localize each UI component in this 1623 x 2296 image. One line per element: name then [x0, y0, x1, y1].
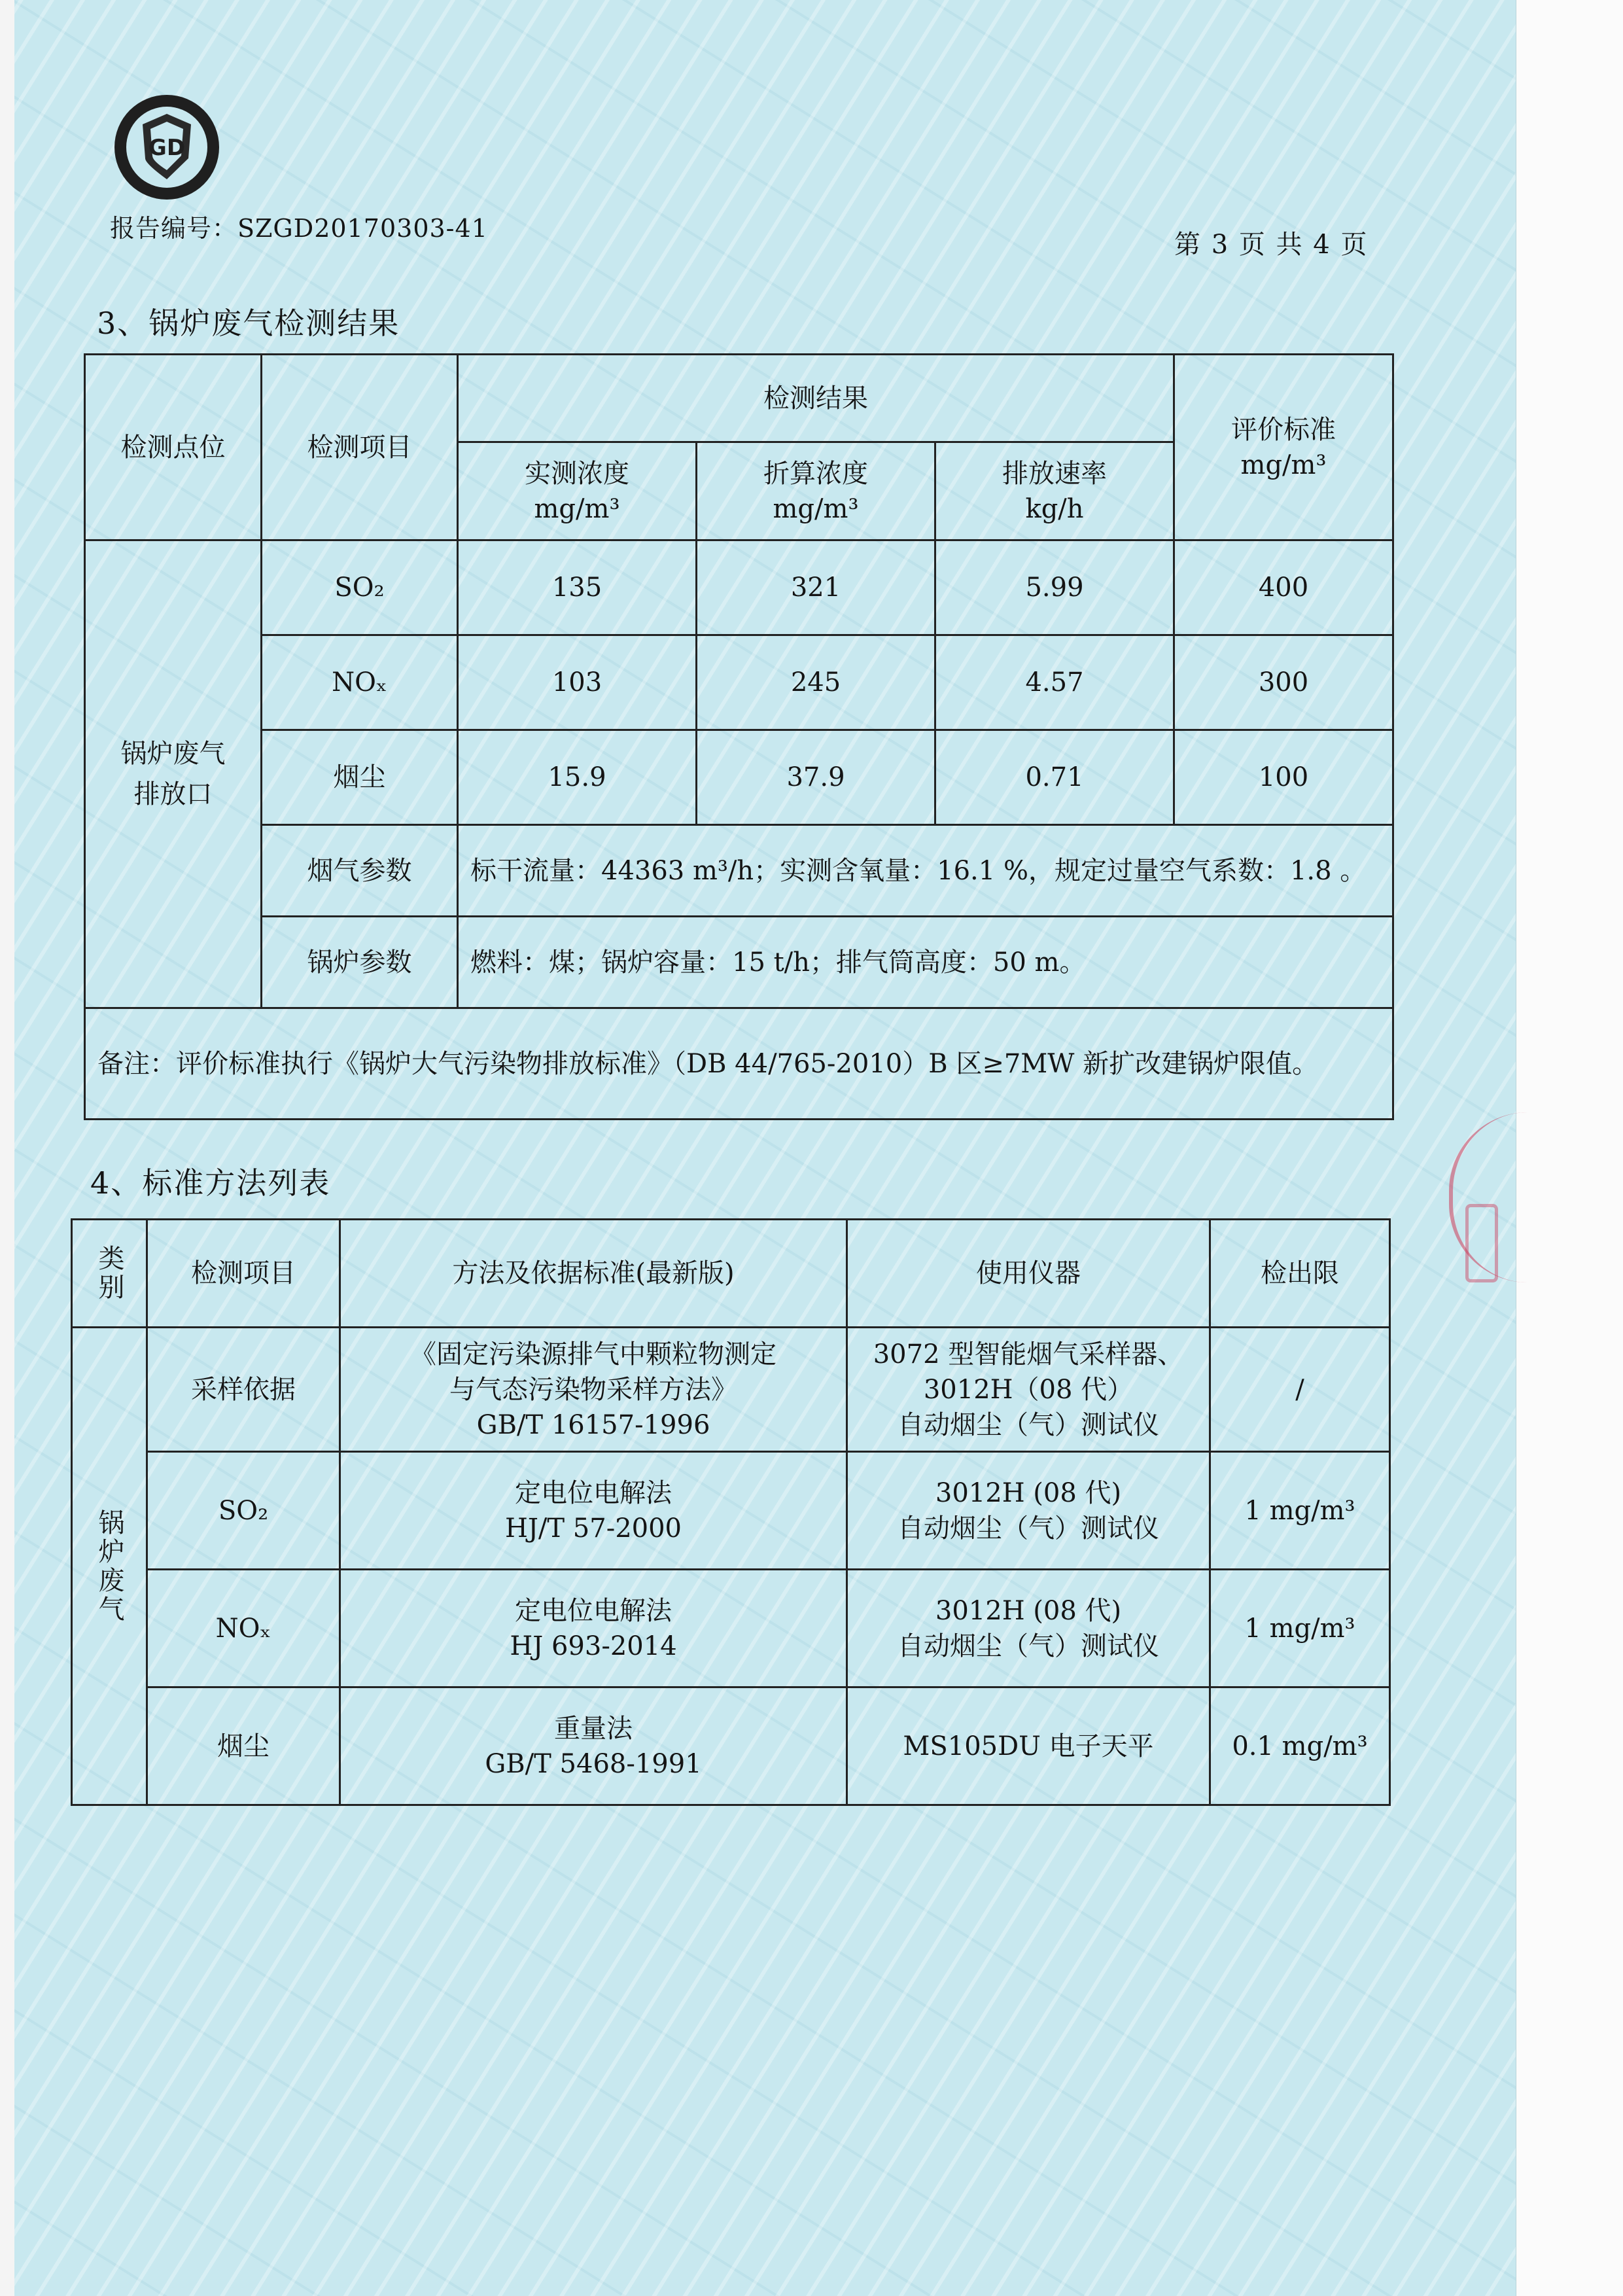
table-row	[85, 1008, 1393, 1120]
instrument-line: 自动烟尘（气）测试仪	[898, 1409, 1159, 1440]
table-row	[85, 730, 1393, 825]
method-line: GB/T 16157-1996	[476, 1409, 710, 1440]
header-method: 方法及依据标准(最新版)	[340, 1220, 847, 1328]
method-line: 重量法	[554, 1713, 633, 1744]
method-line: 《固定污染源排气中颗粒物测定	[410, 1339, 777, 1369]
header-item: 检测项目	[147, 1220, 340, 1328]
instrument-line: 自动烟尘（气）测试仪	[898, 1513, 1159, 1544]
section-4-title: 4、标准方法列表	[90, 1165, 331, 1201]
standard-cell: 100	[1174, 730, 1393, 825]
table-row	[85, 917, 1393, 1008]
boiler-params: 燃料：煤；锅炉容量：15 t/h；排气筒高度：50 m。	[458, 917, 1393, 1008]
header-test-result: 检测结果	[458, 355, 1174, 442]
rate-cell: 4.57	[935, 635, 1174, 730]
measured-cell: 15.9	[458, 730, 697, 825]
instrument-cell	[847, 1328, 1210, 1452]
header-standard-unit: mg/m³	[1240, 450, 1327, 480]
header-converted-conc	[697, 442, 935, 540]
header-rate-label: 排放速率	[1002, 458, 1107, 489]
method-line: 定电位电解法	[515, 1595, 672, 1626]
header-category	[72, 1220, 147, 1328]
section-3-title: 3、锅炉废气检测结果	[97, 306, 400, 341]
remark-note: 备注：评价标准执行《锅炉大气污染物排放标准》（DB 44/765-2010）B 区≥7MW 新扩改建锅炉限值。	[85, 1008, 1393, 1120]
method-cell	[340, 1452, 847, 1570]
limit-cell: 1 mg/m³	[1210, 1570, 1390, 1687]
table-row	[72, 1570, 1390, 1687]
flue-gas-params: 标干流量：44363 m³/h；实测含氧量：16.1 %，规定过量空气系数：1.8 。	[458, 825, 1393, 917]
method-cell	[340, 1328, 847, 1452]
standard-cell: 300	[1174, 635, 1393, 730]
category-cell	[72, 1328, 147, 1805]
item-cell: 采样依据	[147, 1328, 340, 1452]
flue-gas-label: 烟气参数	[262, 825, 458, 917]
page-number: 第 3 页 共 4 页	[1174, 230, 1369, 260]
header-category-label: 类别	[94, 1245, 124, 1302]
header-standard	[1174, 355, 1393, 540]
standard-cell: 400	[1174, 540, 1393, 635]
test-point-name: 锅炉废气排放口	[120, 739, 226, 809]
item-cell: 烟尘	[147, 1687, 340, 1805]
item-cell: NOₓ	[262, 635, 458, 730]
table-row	[72, 1328, 1390, 1452]
method-line: 与气态污染物采样方法》	[449, 1374, 737, 1405]
instrument-cell	[847, 1570, 1210, 1687]
logo-letters: GD	[148, 135, 186, 161]
header-measured-conc	[458, 442, 697, 540]
converted-cell: 321	[697, 540, 935, 635]
report-number: 报告编号：SZGD20170303-41	[110, 214, 488, 243]
item-cell: SO₂	[262, 540, 458, 635]
instrument-line: 自动烟尘（气）测试仪	[898, 1631, 1159, 1661]
header-emission-rate	[935, 442, 1174, 540]
measured-cell: 135	[458, 540, 697, 635]
instrument-cell	[847, 1687, 1210, 1805]
report-page	[14, 0, 1516, 2296]
boiler-label: 锅炉参数	[262, 917, 458, 1008]
instrument-line: 3072 型智能烟气采样器、	[873, 1339, 1184, 1369]
limit-cell: 0.1 mg/m³	[1210, 1687, 1390, 1805]
header-rate-unit: kg/h	[1025, 493, 1084, 524]
instrument-line: 3012H (08 代)	[935, 1477, 1122, 1508]
method-line: GB/T 5468-1991	[485, 1748, 702, 1779]
instrument-line: MS105DU 电子天平	[903, 1731, 1154, 1761]
table-row	[85, 635, 1393, 730]
header-instrument: 使用仪器	[847, 1220, 1210, 1328]
seal-mark-icon	[1465, 1204, 1498, 1282]
item-cell: SO₂	[147, 1452, 340, 1570]
measured-cell: 103	[458, 635, 697, 730]
header-measured-label: 实测浓度	[525, 458, 629, 489]
method-line: HJ 693-2014	[510, 1631, 677, 1661]
boiler-exhaust-results-table	[84, 353, 1394, 1120]
table-row	[85, 540, 1393, 635]
rate-cell: 0.71	[935, 730, 1174, 825]
header-converted-unit: mg/m³	[773, 493, 859, 524]
converted-cell: 245	[697, 635, 935, 730]
method-line: HJ/T 57-2000	[505, 1513, 682, 1544]
rate-cell: 5.99	[935, 540, 1174, 635]
instrument-cell	[847, 1452, 1210, 1570]
table-row	[72, 1687, 1390, 1805]
method-line: 定电位电解法	[515, 1477, 672, 1508]
table-row	[85, 825, 1393, 917]
category-name: 锅炉废气	[94, 1508, 124, 1624]
gd-testing-logo-icon	[111, 92, 222, 203]
header-test-item: 检测项目	[262, 355, 458, 540]
item-cell: NOₓ	[147, 1570, 340, 1687]
standard-methods-table	[71, 1218, 1391, 1806]
header-measured-unit: mg/m³	[534, 493, 620, 524]
instrument-line: 3012H (08 代)	[935, 1595, 1122, 1626]
item-cell: 烟尘	[262, 730, 458, 825]
header-test-point: 检测点位	[85, 355, 262, 540]
test-point-cell	[85, 540, 262, 1008]
table-row	[72, 1452, 1390, 1570]
method-cell	[340, 1687, 847, 1805]
converted-cell: 37.9	[697, 730, 935, 825]
limit-cell: /	[1210, 1328, 1390, 1452]
limit-cell: 1 mg/m³	[1210, 1452, 1390, 1570]
method-cell	[340, 1570, 847, 1687]
header-detection-limit: 检出限	[1210, 1220, 1390, 1328]
scan-left-margin	[0, 0, 14, 2296]
header-standard-label: 评价标准	[1231, 414, 1336, 445]
header-converted-label: 折算浓度	[763, 458, 868, 489]
instrument-line: 3012H（08 代）	[923, 1374, 1134, 1405]
